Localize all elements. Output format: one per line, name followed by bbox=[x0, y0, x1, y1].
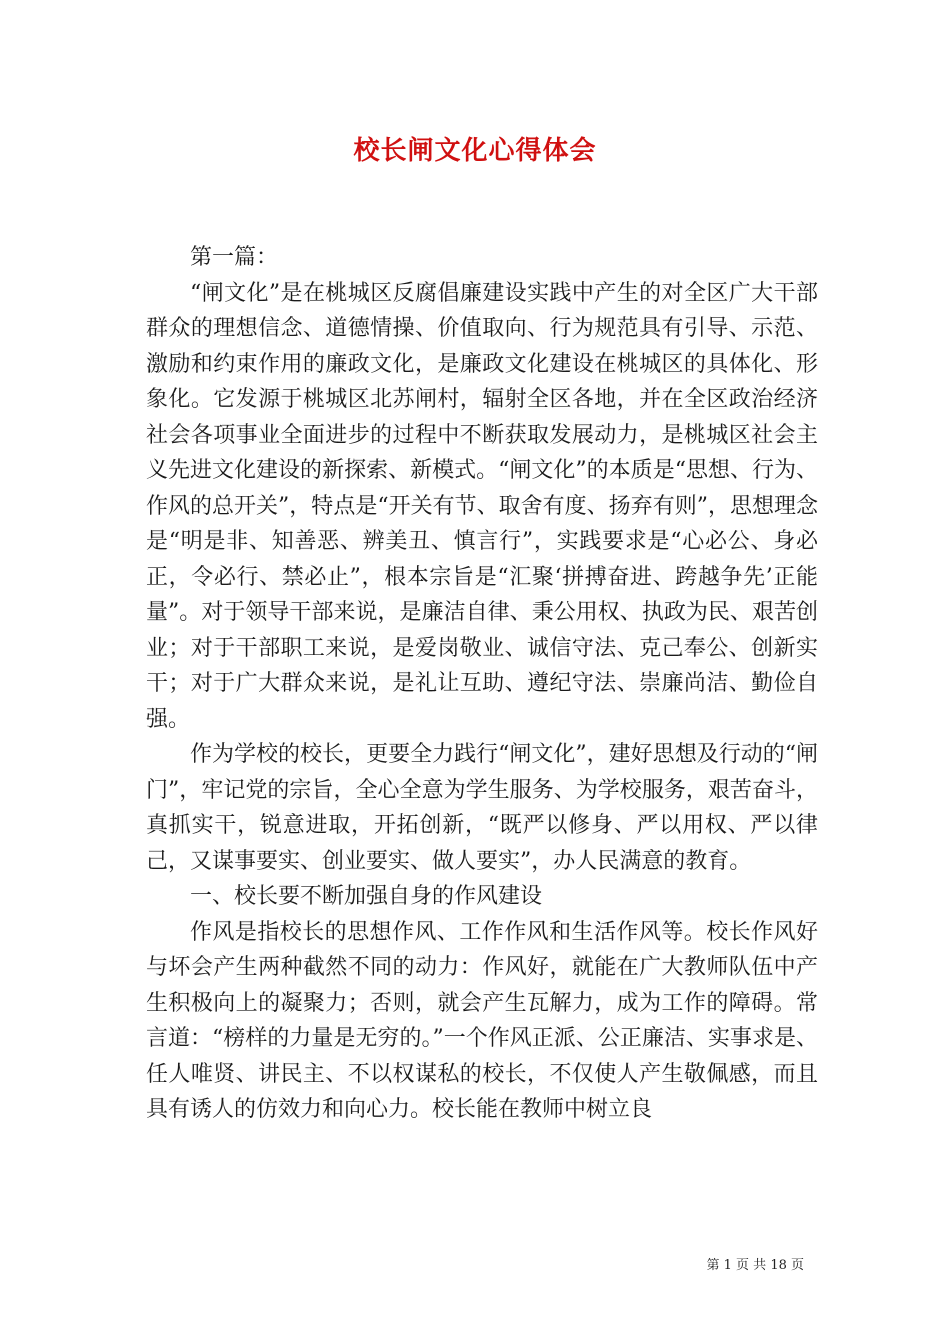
paragraph: 作风是指校长的思想作风、工作作风和生活作风等。校长作风好与坏会产生两种截然不同的动力：作风好，就能在广大教师队伍中产生积极向上的凝聚力；否则，就会产生瓦解力，成为工作的障碍。常言道：“榜样的力量是无穷的。”一个作风正派、公正廉洁、实事求是、任人唯贤、讲民主、不以权谋私的校长，不仅使人产生敬佩感，而且具有诱人的仿效力和向心力。校长能在教师中树立良 bbox=[146, 919, 818, 1122]
section-label: 第一篇： bbox=[190, 245, 279, 270]
document-title: 校长闸文化心得体会 bbox=[353, 136, 597, 166]
page-number: 第 1 页 共 18 页 bbox=[706, 1258, 804, 1273]
section-heading: 一、校长要不断加强自身的作风建设 bbox=[190, 884, 543, 909]
paragraph: “闸文化”是在桃城区反腐倡廉建设实践中产生的对全区广大干部群众的理想信念、道德情操、价值取向、行为规范具有引导、示范、激励和约束作用的廉政文化，是廉政文化建设在桃城区的具体化、形象化。它发源于桃城区北苏闸村，辐射全区各地，并在全区政治经济社会各项事业全面进步的过程中不断获取发展动力，是桃城区社会主义先进文化建设的新探索、新模式。“闸文化”的本质是“思想、行为、作风的总开关”，特点是“开关有节、取舍有度、扬弃有则”，思想理念是“明是非、知善恶、辨美丑、慎言行”，实践要求是“心必公、身必正，令必行、禁必止”，根本宗旨是“汇聚‘拼搏奋进、跨越争先’正能量”。对于领导干部来说，是廉洁自律、秉公用权、执政为民、艰苦创业；对于干部职工来说，是爱岗敬业、诚信守法、克己奉公、创新实干；对于广大群众来说，是礼让互助、遵纪守法、崇廉尚洁、勤俭自强。 bbox=[146, 280, 818, 732]
paragraph: 作为学校的校长，更要全力践行“闸文化”，建好思想及行动的“闸门”，牢记党的宗旨，全心全意为学生服务、为学校服务，艰苦奋斗，真抓实干，锐意进取，开拓创新，“既严以修身、严以用权、严以律己，又谋事要实、创业要实、做人要实”，办人民满意的教育。 bbox=[146, 742, 818, 874]
document-body bbox=[146, 240, 818, 1128]
